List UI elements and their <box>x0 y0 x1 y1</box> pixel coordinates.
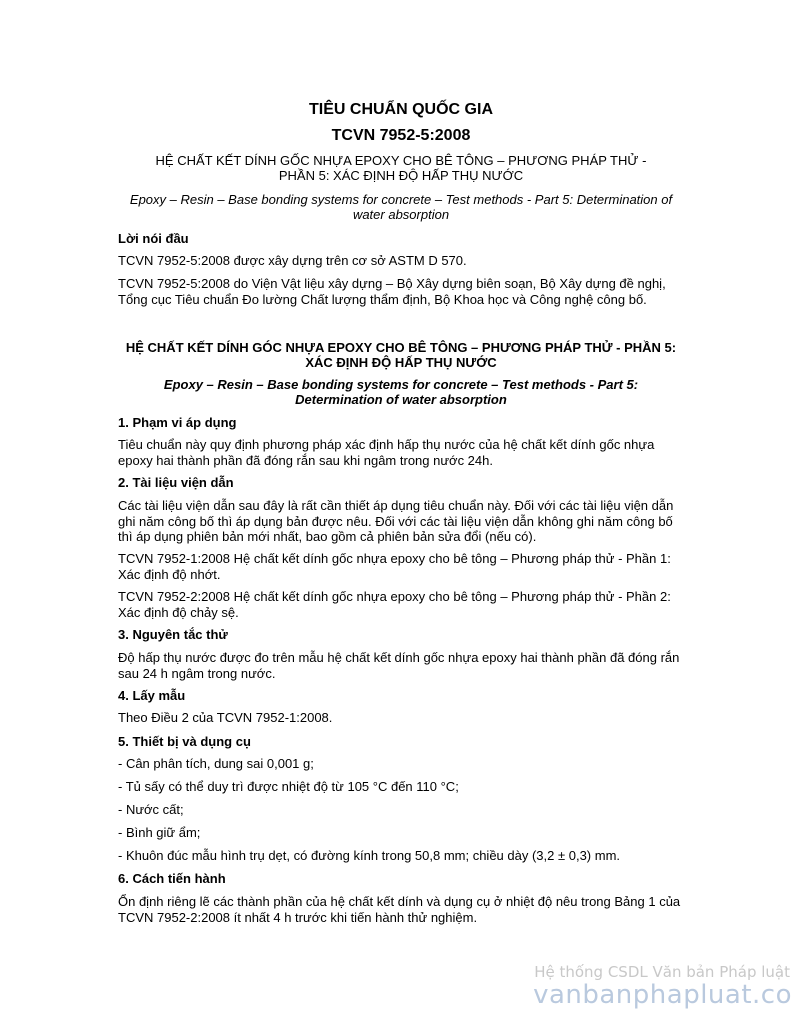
section-paragraph: Các tài liệu viện dẫn sau đây là rất cần thiết áp dụng tiêu chuẩn này. Đối với các tài liệu viện dẫn ghi năm công bố thì áp dụng bản được nêu. Đối với các tài liệu viện dẫn không ghi năm công bố thì áp dụng phiên bản mới nhất, bao gồm cả phiên bản sửa đổi (nếu có). <box>118 498 674 544</box>
section-heading: 5. Thiết bị và dụng cụ <box>118 734 251 749</box>
standard-title-vi: HỆ CHẤT KẾT DÍNH GỐC NHỰA EPOXY CHO BÊ TÔNG – PHƯƠNG PHÁP THỬ - PHẦN 5: XÁC ĐỊNH ĐỘ HẤP THỤ NƯỚC <box>155 153 647 183</box>
foreword-heading: Lời nói đầu <box>118 231 189 246</box>
section-paragraph: Tiêu chuẩn này quy định phương pháp xác định hấp thụ nước của hệ chất kết dính gốc nhựa epoxy hai thành phần đã đóng rắn sau khi ngâm trong nước 24h. <box>118 437 655 468</box>
list-item: - Khuôn đúc mẫu hình trụ dẹt, có đường kính trong 50,8 mm; chiều dày (3,2 ± 0,3) mm. <box>118 848 621 863</box>
watermark-site: vanbanphapluat.co <box>533 980 792 1010</box>
section-heading: 2. Tài liệu viện dẫn <box>118 475 234 490</box>
section-paragraph: Ổn định riêng lẽ các thành phần của hệ chất kết dính và dụng cụ ở nhiệt độ nêu trong Bảng 1 của TCVN 7952-2:2008 ít nhất 4 h trước khi tiến hành thử nghiệm. <box>118 894 681 925</box>
watermark-caption: Hệ thống CSDL Văn bản Pháp luật <box>534 963 790 981</box>
section-heading: 3. Nguyên tắc thử <box>118 627 228 642</box>
list-item: - Bình giữ ẩm; <box>118 825 201 840</box>
section-heading: 6. Cách tiến hành <box>118 871 226 886</box>
foreword-paragraph: TCVN 7952-5:2008 được xây dựng trên cơ sở ASTM D 570. <box>118 253 467 268</box>
section-paragraph: Độ hấp thụ nước được đo trên mẫu hệ chất kết dính gốc nhựa epoxy hai thành phần đã đóng rắn sau 24 h ngâm trong nước. <box>118 650 680 681</box>
foreword-paragraph: TCVN 7952-5:2008 do Viện Vật liệu xây dựng – Bộ Xây dựng biên soạn, Bộ Xây dựng đề nghị, Tổng cục Tiêu chuẩn Đo lường Chất lượng thẩm định, Bộ Khoa học và Công nghệ công bố. <box>118 276 666 307</box>
section-heading: 4. Lấy mẫu <box>118 688 186 703</box>
standard-code: TCVN 7952-5:2008 <box>331 127 471 144</box>
main-title-vi: HỆ CHẤT KẾT DÍNH GÓC NHỰA EPOXY CHO BÊ TÔNG – PHƯƠNG PHÁP THỬ - PHẦN 5: XÁC ĐỊNH ĐỘ HẤP THỤ NƯỚC <box>125 340 677 370</box>
section-paragraph: TCVN 7952-2:2008 Hệ chất kết dính gốc nhựa epoxy cho bê tông – Phương pháp thử - Phần 2: Xác định độ chảy sệ. <box>118 589 671 620</box>
national-standard-heading: TIÊU CHUẨN QUỐC GIA <box>309 101 493 118</box>
main-title-en: Epoxy – Resin – Base bonding systems for concrete – Test methods - Part 5: Determination of water absorption <box>163 377 639 407</box>
section-paragraph: Theo Điều 2 của TCVN 7952-1:2008. <box>118 710 333 725</box>
list-item: - Cân phân tích, dung sai 0,001 g; <box>118 756 314 771</box>
section-heading: 1. Phạm vi áp dụng <box>118 415 237 430</box>
list-item: - Tủ sấy có thể duy trì được nhiệt độ từ 105 °C đến 110 °C; <box>118 779 459 794</box>
list-item: - Nước cất; <box>118 802 184 817</box>
section-paragraph: TCVN 7952-1:2008 Hệ chất kết dính gốc nhựa epoxy cho bê tông – Phương pháp thử - Phần 1: Xác định độ nhớt. <box>118 551 671 582</box>
standard-title-en: Epoxy – Resin – Base bonding systems for concrete – Test methods - Part 5: Determination of water absorption <box>129 192 673 222</box>
